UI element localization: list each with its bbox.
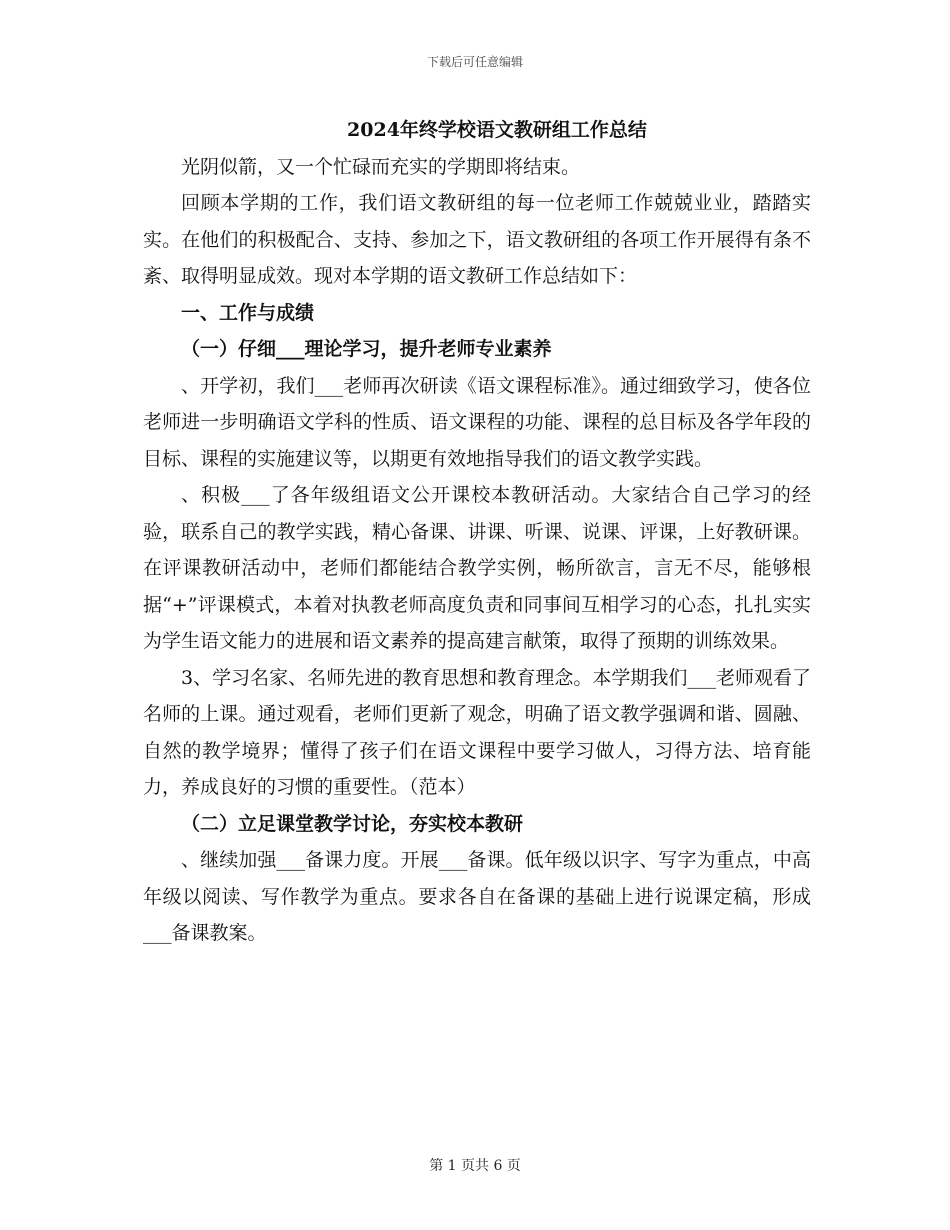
document-title: 2024年终学校语文教研组工作总结: [347, 119, 647, 141]
document-body: [143, 112, 811, 952]
summary-paragraph: 回顾本学期的工作，我们语文教研组的每一位老师工作兢兢业业，踏踏实实。在他们的积极配合、支持、参加之下，语文教研组的各项工作开展得有条不紊、取得明显成效。现对本学期的语文教研工作总结如下：: [143, 192, 811, 287]
subsection-heading-2: （二）立足课堂教学讨论，夯实校本教研: [181, 812, 524, 835]
subsection-heading-1: （一）仔细___理论学习，提升老师专业素养: [181, 338, 552, 360]
page-footer-indicator: 第 1 页共 6 页: [429, 1158, 521, 1174]
paragraph-2-1: 、继续加强___备课力度。开展___备课。低年级以识字、写字为重点，中高年级以阅读、写作教学为重点。要求各自在备课的基础上进行说课定稿，形成___备课教案。: [143, 849, 811, 944]
intro-paragraph: 光阴似箭，又一个忙碌而充实的学期即将结束。: [181, 155, 581, 178]
paragraph-1-3: 3、学习名家、名师先进的教育思想和教育理念。本学期我们___老师观看了名师的上课。通过观看，老师们更新了观念，明确了语文教学强调和谐、圆融、自然的教学境界；懂得了孩子们在语文课程中要学习做人，习得方法、培育能力，养成良好的习惯的重要性。（范本）: [143, 666, 811, 798]
page-header-note: 下载后可任意编辑: [426, 55, 523, 69]
paragraph-1-1: 、开学初，我们___老师再次研读《语文课程标准》。通过细致学习，使各位老师进一步明确语文学科的性质、语文课程的功能、课程的总目标及各学年段的目标、课程的实施建议等，以期更有效地指导我们的语文教学实践。: [143, 374, 811, 470]
section-heading-1: 一、工作与成绩: [181, 301, 315, 324]
paragraph-1-2: 、积极___了各年级组语文公开课校本教研活动。大家结合自己学习的经验，联系自己的教学实践，精心备课、讲课、听课、说课、评课，上好教研课。在评课教研活动中，老师们都能结合教学实例，畅所欲言，言无不尽，能够根据“+”评课模式，本着对执教老师高度负责和同事间互相学习的心态，扎扎实实为学生语文能力的进展和语文素养的提高建言献策，取得了预期的训练效果。: [143, 484, 811, 652]
